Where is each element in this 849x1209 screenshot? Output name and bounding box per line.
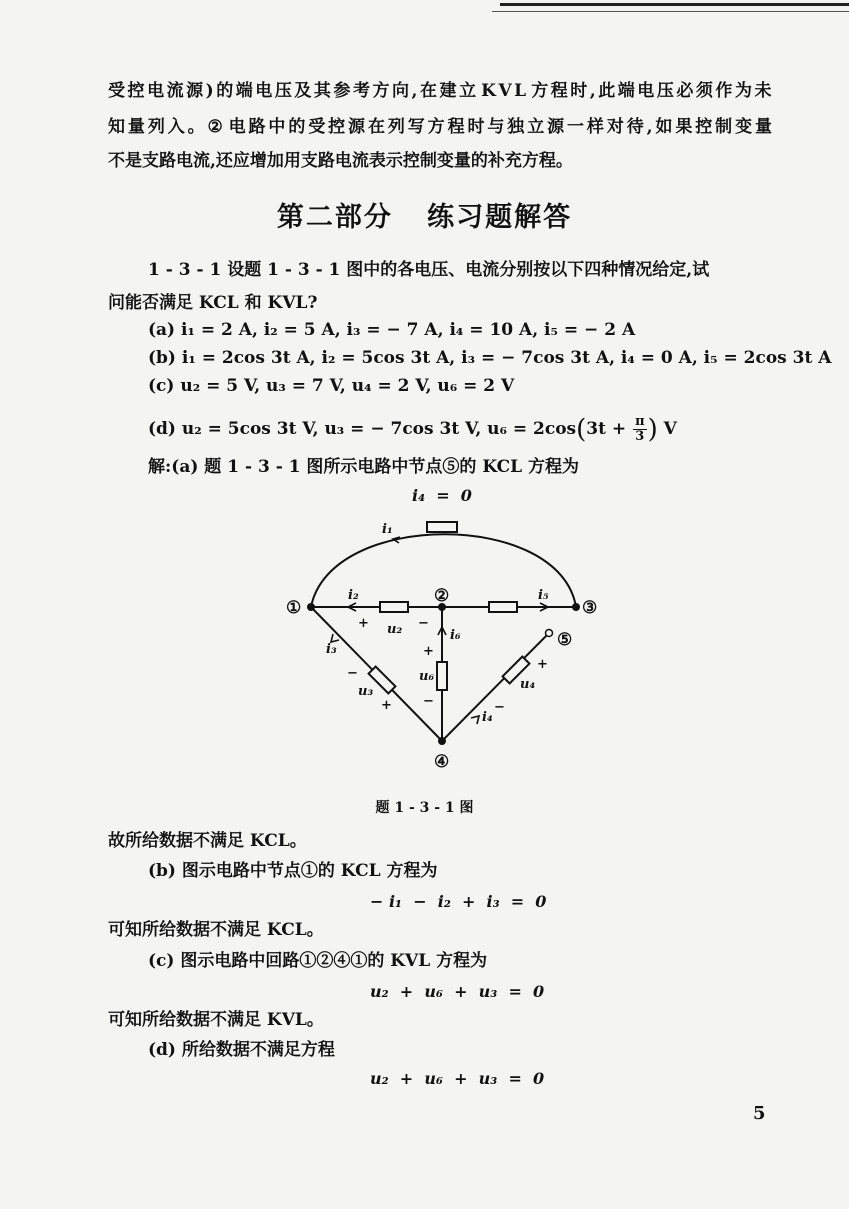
case-d-prefix: (d) u₂ = 5cos 3t V, u₃ = − 7cos 3t V, u₆ = 2cos	[148, 419, 577, 439]
node-2-label: ②	[434, 586, 450, 606]
label-i1: i₁	[382, 522, 393, 537]
intro-line2-char: 对	[606, 117, 624, 137]
resistor-1	[427, 522, 457, 532]
intro-line2-char: 时	[467, 117, 485, 137]
intro-line2-char: 源	[348, 117, 366, 137]
node-4-dot	[439, 738, 445, 744]
intro-line1-char: 其	[313, 81, 331, 101]
intro-line1-char: 压	[274, 81, 292, 101]
node-1-label: ①	[286, 598, 302, 618]
solution-b-conclusion: 可知所给数据不满足 KCL。	[108, 920, 324, 940]
u2-minus: −	[418, 616, 429, 631]
fraction-numerator: π	[635, 414, 645, 429]
intro-line2-char: 果	[675, 117, 693, 137]
intro-line1-char: 方	[531, 81, 549, 101]
case-c: (c) u₂ = 5 V, u₃ = 7 V, u₄ = 2 V, u₆ = 2 V	[148, 376, 515, 396]
intro-line2-char: 入	[167, 117, 185, 137]
intro-line2-char: 变	[735, 117, 753, 137]
solution-d: (d) 所给数据不满足方程	[148, 1040, 335, 1060]
u6-minus: −	[423, 694, 434, 709]
solution-c: (c) 图示电路中回路①②④①的 KVL 方程为	[148, 951, 488, 971]
intro-line1-char: 须	[695, 81, 713, 101]
intro-line1-char: 电	[255, 81, 273, 101]
intro-line2-char: 立	[527, 117, 545, 137]
intro-line2-char: 列	[147, 117, 165, 137]
intro-line1-char: 端	[617, 81, 635, 101]
case-d	[148, 409, 677, 450]
intro-line1-char: 的	[216, 81, 234, 101]
label-i2: i₂	[348, 588, 359, 603]
intro-line1-char: 建	[439, 81, 457, 101]
page-number: 5	[753, 1103, 766, 1124]
intro-line2-char: 程	[447, 117, 465, 137]
figure-caption: 题 1 - 3 - 1 图	[375, 800, 474, 816]
label-i3: i₃	[326, 642, 337, 657]
intro-line2-char: 知	[108, 117, 125, 137]
intro-line2-char: 量	[127, 117, 145, 137]
intro-line2-char: 样	[586, 117, 604, 137]
intro-line2-char: 源	[547, 117, 565, 137]
intro-line2-char: 受	[308, 117, 326, 137]
intro-line2-char: 的	[288, 117, 306, 137]
intro-line-1	[108, 80, 772, 102]
intro-line1-char: 向	[392, 81, 410, 101]
case-a: (a) i₁ = 2 A, i₂ = 5 A, i₃ = − 7 A, i₄ = 10 A, i₅ = − 2 A	[148, 320, 636, 340]
intro-line1-char: 及	[294, 81, 312, 101]
intro-line2-char: 路	[248, 117, 266, 137]
label-i4: i₄	[482, 710, 493, 725]
intro-line2-char: 与	[487, 117, 505, 137]
node-3-dot	[573, 604, 579, 610]
arrow-i4	[471, 716, 479, 724]
label-u4: u₄	[520, 677, 536, 692]
intro-line1-char: 源	[186, 81, 204, 101]
intro-line1-char: 压	[656, 81, 674, 101]
intro-line1-char: 方	[372, 81, 390, 101]
node-1-dot	[308, 604, 314, 610]
intro-line1-char: 流	[166, 81, 184, 101]
intro-line2-char: 。	[187, 117, 205, 137]
intro-line1-char: 程	[550, 81, 568, 101]
equation-d: u₂ + u₆ + u₃ = 0	[370, 1069, 545, 1088]
label-u6: u₆	[419, 669, 435, 684]
node-5-label: ⑤	[557, 630, 573, 650]
intro-line2-char: ②	[207, 117, 223, 137]
equation-a: i₄ = 0	[412, 486, 472, 505]
intro-line2-char: ,	[646, 117, 653, 137]
intro-line1-char: 电	[147, 81, 165, 101]
solution-c-conclusion: 可知所给数据不满足 KVL。	[108, 1010, 324, 1030]
resistor-2	[380, 602, 408, 612]
solution-a	[148, 456, 579, 478]
intro-line1-char: 参	[333, 81, 351, 101]
solution-a-conclusion: 故所给数据不满足 KCL。	[108, 831, 307, 851]
intro-line2-char: 量	[754, 117, 772, 137]
intro-line1-char: 必	[676, 81, 694, 101]
intro-line1-char: 为	[734, 81, 752, 101]
problem-line-2: 问能否满足 KCL 和 KVL?	[108, 293, 318, 313]
intro-line1-char: ,	[411, 81, 418, 101]
intro-line1-char: 未	[754, 81, 772, 101]
intro-line1-char: ,	[589, 81, 596, 101]
intro-line1-char: 控	[127, 81, 145, 101]
intro-line1-char: 作	[715, 81, 733, 101]
circuit-diagram	[0, 505, 849, 805]
node-3-label: ③	[582, 598, 598, 618]
intro-line1-char: )	[205, 81, 214, 101]
solution-label: 解:	[148, 457, 172, 477]
node-5-terminal	[546, 630, 553, 637]
u6-plus: +	[423, 644, 434, 659]
u4-minus: −	[494, 700, 505, 715]
intro-line2-char: 在	[367, 117, 385, 137]
intro-line-2	[108, 116, 772, 138]
equation-b: − i₁ − i₂ + i₃ = 0	[370, 892, 547, 911]
label-u2: u₂	[387, 622, 403, 637]
intro-line-3: 不是支路电流,还应增加用支路电流表示控制变量的补充方程。	[108, 151, 573, 171]
intro-line2-char: 写	[407, 117, 425, 137]
right-paren: )	[647, 414, 658, 445]
solution-a-text: (a) 题 1 - 3 - 1 图所示电路中节点⑤的 KCL 方程为	[171, 457, 580, 477]
label-i6: i₆	[450, 628, 461, 643]
intro-line2-char: 如	[655, 117, 673, 137]
u4-plus: +	[537, 657, 548, 672]
intro-line1-char: 在	[420, 81, 437, 101]
intro-line1-char: 此	[598, 81, 616, 101]
u3-minus: −	[347, 666, 358, 681]
intro-line1-char: 受	[108, 81, 125, 101]
u2-plus: +	[358, 616, 369, 631]
case-d-arg: 3t +	[586, 419, 627, 439]
intro-line1-char: 立	[459, 81, 477, 101]
intro-line1-char: 电	[637, 81, 655, 101]
node-4-label: ④	[434, 752, 450, 772]
intro-line1-char: 端	[235, 81, 253, 101]
problem-line-1: 1 - 3 - 1 设题 1 - 3 - 1 图中的各电压、电流分别按以下四种情况给定,试	[148, 260, 710, 280]
fraction-denominator: 3	[635, 429, 645, 444]
label-i5: i₅	[538, 588, 549, 603]
intro-line1-char: 时	[570, 81, 588, 101]
case-b: (b) i₁ = 2cos 3t A, i₂ = 5cos 3t A, i₃ = − 7cos 3t A, i₄ = 0 A, i₅ = 2cos 3t A	[148, 348, 832, 368]
intro-line2-char: 列	[387, 117, 405, 137]
section-title: 第二部分 练习题解答	[276, 202, 573, 233]
label-u3: u₃	[358, 684, 374, 699]
pi-over-3-fraction	[633, 415, 647, 444]
header-rule-thin	[492, 11, 849, 12]
solution-b: (b) 图示电路中节点①的 KCL 方程为	[148, 861, 438, 881]
intro-line1-char: L	[514, 81, 527, 101]
resistor-6	[437, 662, 447, 690]
equation-c: u₂ + u₆ + u₃ = 0	[370, 982, 545, 1001]
intro-line2-char: 方	[427, 117, 445, 137]
intro-line2-char: 一	[567, 117, 584, 137]
left-paren: (	[576, 414, 587, 445]
intro-line2-char: 电	[228, 117, 246, 137]
header-rule	[500, 3, 849, 6]
intro-line1-char: 考	[352, 81, 370, 101]
resistor-5	[489, 602, 517, 612]
intro-line2-char: 待	[626, 117, 644, 137]
u3-plus: +	[381, 698, 392, 713]
intro-line2-char: 制	[715, 117, 733, 137]
intro-line2-char: 中	[268, 117, 286, 137]
intro-line2-char: 控	[328, 117, 346, 137]
intro-line2-char: 独	[507, 117, 525, 137]
intro-line2-char: 控	[695, 117, 713, 137]
intro-line1-char: V	[498, 81, 512, 101]
intro-line1-char: K	[481, 81, 496, 101]
case-d-suffix: V	[663, 419, 677, 439]
